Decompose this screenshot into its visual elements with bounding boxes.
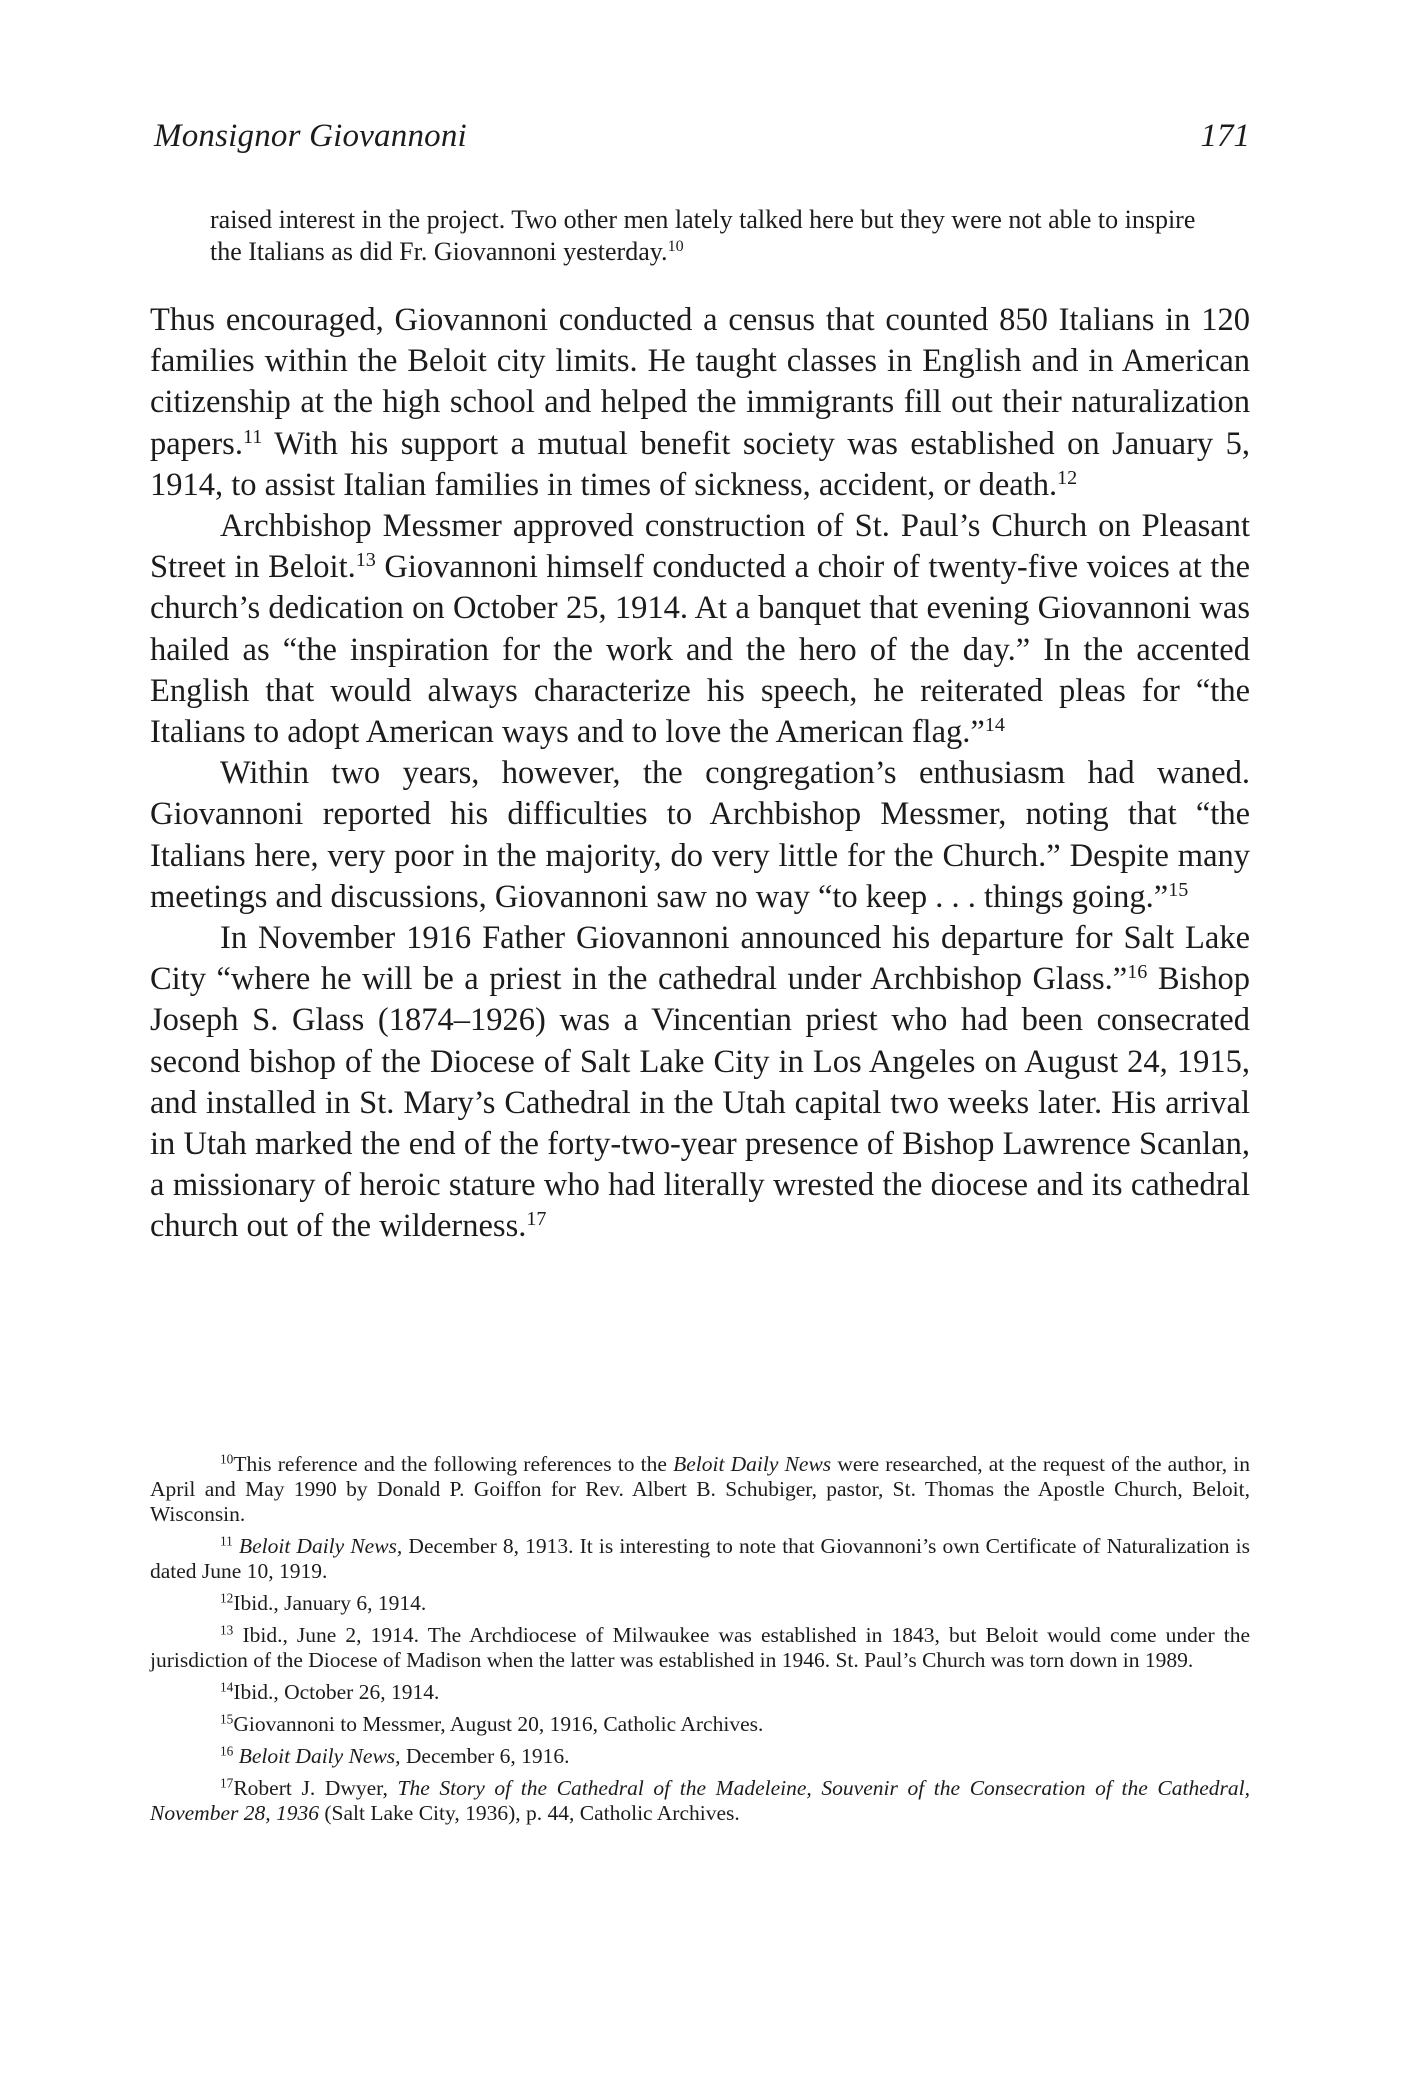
footnote-text: Giovannoni to Messmer, August 20, 1916, Catholic Archives. <box>233 1712 764 1736</box>
footnote-16 <box>150 1744 1250 1769</box>
footnote-15 <box>150 1712 1250 1737</box>
paragraph-text: Giovannoni himself conducted a choir of twenty-five voices at the church’s dedication on October 25, 1914. At a banquet that evening Giovannoni was hailed as “the inspiration for the work and the hero of the day.” In the accented English that would always characterize his speech, he reiterated pleas for “the Italians to adopt American ways and to love the American flag.” <box>150 549 1250 751</box>
footnote-14 <box>150 1680 1250 1705</box>
paragraph-census <box>150 300 1250 506</box>
footnote-text: were researched, at the request of the author, in April and May 1990 by Donald P. Goiffon for Rev. Albert B. Schubiger, pastor, St. Thomas the Apostle Church, Beloit, Wisconsin. <box>150 1452 1250 1526</box>
footnote-text: Ibid., June 2, 1914. The Archdiocese of Milwaukee was established in 1843, but Beloit would come under the jurisdiction of the Diocese of Madison when the latter was established in 1946. St. Paul’s Church was torn down in 1989. <box>150 1623 1251 1672</box>
footnote-17 <box>150 1776 1250 1826</box>
footnote-text: December 8, 1913. It is interesting to note that Giovannoni’s own Certificate of Naturalization is dated June 10, 1919. <box>150 1534 1251 1583</box>
footnote-text: Robert J. Dwyer, <box>233 1776 398 1800</box>
footnote-italic: Beloit Daily News, <box>238 1744 401 1768</box>
paragraph-text: In November 1916 Father Giovannoni announced his departure for Salt Lake City “where he will be a priest in the cathedral under Archbishop Glass.” <box>150 920 1250 998</box>
running-title: Monsignor Giovannoni <box>154 118 467 154</box>
footnote-number: 17 <box>220 1775 234 1791</box>
footnote-reference: 13 <box>355 549 376 572</box>
footnote-12 <box>150 1591 1250 1616</box>
paragraph-text: Within two years, however, the congregation’s enthusiasm had waned. Giovannoni reported his difficulties to Archbishop Messmer, noting that “the Italians here, very poor in the majority, do very little for the Church.” Despite many meetings and discussions, Giovannoni saw no way “to keep . . . things going.” <box>150 755 1250 915</box>
footnote-reference: 17 <box>526 1208 547 1231</box>
footnote-reference: 12 <box>1057 466 1078 489</box>
paragraph-text: Archbishop Messmer approved construction of St. Paul’s Church on Pleasant Street in Beloit. <box>150 508 1250 586</box>
footnote-number: 10 <box>220 1451 234 1467</box>
footnote-number: 16 <box>220 1743 234 1759</box>
block-quote <box>210 204 1210 268</box>
footnote-number: 15 <box>220 1711 234 1727</box>
footnote-13 <box>150 1623 1250 1673</box>
paragraph-departure <box>150 918 1250 1248</box>
body-text <box>150 300 1250 1248</box>
footnote-reference: 16 <box>1127 961 1148 984</box>
footnote-11 <box>150 1534 1250 1584</box>
footnote-text: December 6, 1916. <box>400 1744 570 1768</box>
paragraph-text: Bishop Joseph S. Glass (1874–1926) was a Vincentian priest who had been consecrated second bishop of the Diocese of Salt Lake City in Los Angeles on August 24, 1915, and installed in St. Mary’s Cathedral in the Utah capital two weeks later. His arrival in Utah marked the end of the forty-two-year presence of Bishop Lawrence Scanlan, a missionary of heroic stature who had literally wrested the diocese and its cathedral church out of the wilderness. <box>150 961 1250 1245</box>
footnote-reference: 15 <box>1168 878 1189 901</box>
footnote-number: 13 <box>220 1622 234 1638</box>
footnote-text: (Salt Lake City, 1936), p. 44, Catholic Archives. <box>319 1801 740 1825</box>
footnote-text: This reference and the following references to the <box>233 1452 674 1476</box>
footnote-10 <box>150 1452 1250 1527</box>
footnote-reference: 11 <box>242 425 263 448</box>
footnote-italic: The Story of the Cathedral of the Madeleine, Souvenir of the Consecration of the Cathedral, November 28, 1936 <box>150 1776 1250 1825</box>
footnote-number: 14 <box>220 1679 234 1695</box>
block-quote-paragraph <box>210 204 1210 268</box>
footnote-text: Ibid., October 26, 1914. <box>233 1680 440 1704</box>
footnote-reference: 10 <box>667 238 684 256</box>
footnote-italic: Beloit Daily News, <box>238 1534 403 1558</box>
footnote-italic: Beloit Daily News <box>673 1452 832 1476</box>
paragraph-text: With his support a mutual benefit society was established on January 5, 1914, to assist Italian families in times of sickness, accident, or death. <box>150 425 1250 503</box>
running-head <box>154 118 1250 168</box>
block-quote-text: raised interest in the project. Two other men lately talked here but they were not able to inspire the Italians as did Fr. Giovannoni yesterday. <box>210 205 1196 266</box>
footnote-number: 12 <box>220 1590 234 1606</box>
paragraph-enthusiasm-waned <box>150 753 1250 918</box>
footnotes <box>150 1452 1250 1833</box>
footnote-reference: 14 <box>984 713 1005 736</box>
footnote-text: Ibid., January 6, 1914. <box>233 1591 427 1615</box>
paragraph-church-construction <box>150 506 1250 753</box>
page-number: 171 <box>1200 118 1250 154</box>
paragraph-text: Thus encouraged, Giovannoni conducted a census that counted 850 Italians in 120 families within the Beloit city limits. He taught classes in English and in American citizenship at the high school and helped the immigrants fill out their naturalization papers. <box>150 302 1250 462</box>
footnote-number: 11 <box>220 1533 233 1549</box>
